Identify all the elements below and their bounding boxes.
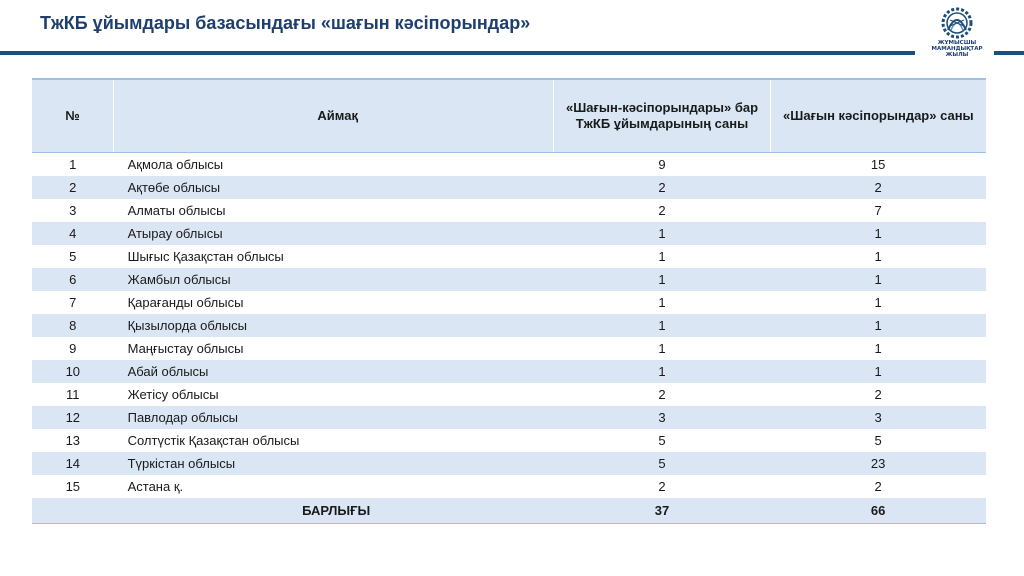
row-enterprises: 2 [770, 475, 986, 498]
row-enterprises: 1 [770, 245, 986, 268]
table-row [32, 268, 986, 291]
table-row [32, 360, 986, 383]
row-number: 2 [32, 176, 114, 199]
page-title: ТжКБ ұйымдары базасындағы «шағын кәсіпорындар» [40, 13, 531, 33]
row-region: Алматы облысы [114, 199, 554, 222]
row-enterprises: 5 [770, 429, 986, 452]
column-header-organizations: «Шағын-кәсіпорындары» бар ТжКБ ұйымдарының саны [554, 79, 770, 153]
row-number: 15 [32, 475, 114, 498]
row-enterprises: 15 [770, 153, 986, 177]
gear-emblem-icon [940, 6, 974, 40]
total-label: БАРЛЫҒЫ [114, 498, 554, 524]
row-region: Түркістан облысы [114, 452, 554, 475]
row-number: 9 [32, 337, 114, 360]
row-organizations: 1 [554, 268, 770, 291]
row-enterprises: 1 [770, 337, 986, 360]
row-enterprises: 1 [770, 360, 986, 383]
row-number: 10 [32, 360, 114, 383]
table-row [32, 383, 986, 406]
row-region: Жамбыл облысы [114, 268, 554, 291]
row-region: Астана қ. [114, 475, 554, 498]
row-enterprises: 1 [770, 314, 986, 337]
row-organizations: 9 [554, 153, 770, 177]
row-organizations: 1 [554, 314, 770, 337]
row-organizations: 3 [554, 406, 770, 429]
table-row [32, 199, 986, 222]
row-region: Шығыс Қазақстан облысы [114, 245, 554, 268]
total-enterprises: 66 [770, 498, 986, 524]
row-enterprises: 2 [770, 176, 986, 199]
table-row [32, 337, 986, 360]
row-number: 1 [32, 153, 114, 177]
row-region: Ақмола облысы [114, 153, 554, 177]
row-organizations: 2 [554, 199, 770, 222]
column-header-number: № [32, 79, 114, 153]
table-header-row [32, 79, 986, 153]
row-organizations: 5 [554, 452, 770, 475]
row-region: Маңғыстау облысы [114, 337, 554, 360]
row-organizations: 1 [554, 291, 770, 314]
row-organizations: 2 [554, 383, 770, 406]
table-row [32, 452, 986, 475]
table-row [32, 153, 986, 177]
row-organizations: 1 [554, 337, 770, 360]
logo-caption-line: МАМАНДЫҚТАР [931, 46, 983, 52]
row-number: 8 [32, 314, 114, 337]
table-row [32, 176, 986, 199]
row-region: Қызылорда облысы [114, 314, 554, 337]
row-number: 6 [32, 268, 114, 291]
row-organizations: 2 [554, 176, 770, 199]
column-header-enterprises: «Шағын кәсіпорындар» саны [770, 79, 986, 153]
row-organizations: 2 [554, 475, 770, 498]
row-region: Қарағанды облысы [114, 291, 554, 314]
row-region: Атырау облысы [114, 222, 554, 245]
row-enterprises: 23 [770, 452, 986, 475]
table-total-row [32, 498, 986, 524]
table-row [32, 429, 986, 452]
table-row [32, 245, 986, 268]
row-enterprises: 1 [770, 268, 986, 291]
row-enterprises: 3 [770, 406, 986, 429]
header-divider-right [994, 51, 1024, 55]
logo-caption-line: ЖЫЛЫ [945, 52, 969, 58]
row-region: Жетісу облысы [114, 383, 554, 406]
row-number: 3 [32, 199, 114, 222]
row-number: 11 [32, 383, 114, 406]
table-row [32, 406, 986, 429]
row-region: Солтүстік Қазақстан облысы [114, 429, 554, 452]
row-enterprises: 1 [770, 222, 986, 245]
row-number: 5 [32, 245, 114, 268]
column-header-region: Аймақ [114, 79, 554, 153]
table-row [32, 475, 986, 498]
row-region: Абай облысы [114, 360, 554, 383]
row-region: Павлодар облысы [114, 406, 554, 429]
row-number: 13 [32, 429, 114, 452]
row-number: 14 [32, 452, 114, 475]
header-divider [0, 51, 915, 55]
row-enterprises: 1 [770, 291, 986, 314]
row-number: 4 [32, 222, 114, 245]
table-row [32, 314, 986, 337]
row-region: Ақтөбе облысы [114, 176, 554, 199]
total-organizations: 37 [554, 498, 770, 524]
row-organizations: 1 [554, 222, 770, 245]
row-organizations: 1 [554, 360, 770, 383]
table-row [32, 222, 986, 245]
logo-caption-line: ЖҰМЫСШЫ [937, 40, 977, 46]
row-organizations: 5 [554, 429, 770, 452]
year-logo [925, 6, 989, 66]
table-row [32, 291, 986, 314]
enterprises-table [32, 78, 986, 524]
row-enterprises: 2 [770, 383, 986, 406]
row-number: 12 [32, 406, 114, 429]
row-number: 7 [32, 291, 114, 314]
row-organizations: 1 [554, 245, 770, 268]
row-enterprises: 7 [770, 199, 986, 222]
